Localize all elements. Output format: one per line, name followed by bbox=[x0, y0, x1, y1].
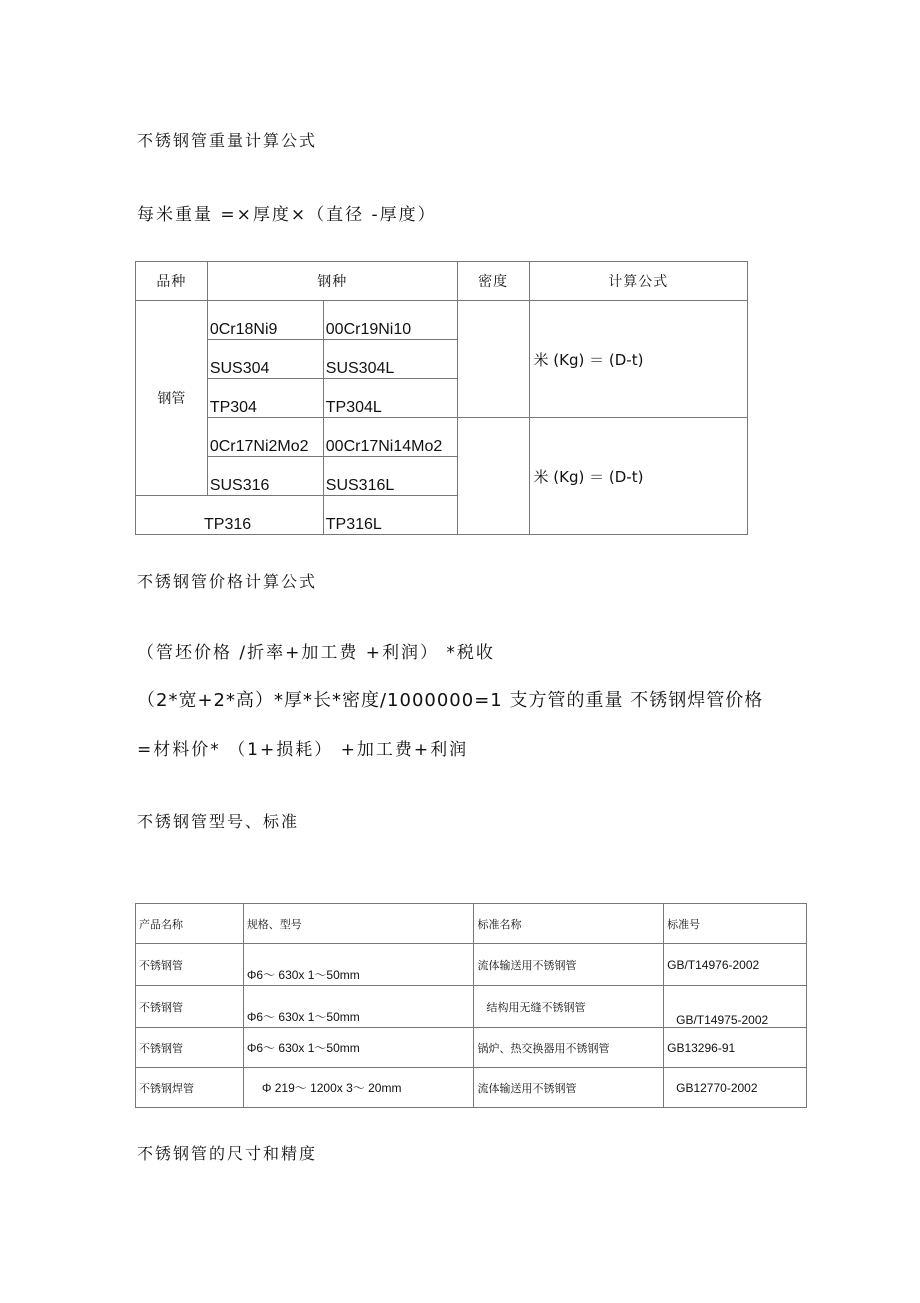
standard-no-cell: GB13296-91 bbox=[664, 1028, 807, 1068]
grade-cell: TP304 bbox=[207, 379, 323, 418]
header-formula: 计算公式 bbox=[529, 262, 747, 301]
grade-cell: 00Cr17Ni14Mo2 bbox=[323, 418, 457, 457]
grade-cell: TP304L bbox=[323, 379, 457, 418]
table-row bbox=[136, 1068, 807, 1108]
density-cell bbox=[457, 301, 529, 418]
formula-cell: 米 (Kg) ＝ (D-t) bbox=[529, 418, 747, 535]
product-name-cell: 不锈钢管 bbox=[136, 944, 244, 986]
density-cell bbox=[457, 418, 529, 535]
price-formula-line-3: =材料价* （1+损耗） +加工费+利润 bbox=[137, 740, 469, 760]
table-row bbox=[136, 418, 748, 457]
product-name-cell: 不锈钢焊管 bbox=[136, 1068, 244, 1108]
price-formula-line-1: （管坯价格 /折率+加工费 +利润） *税收 bbox=[137, 643, 495, 663]
weight-per-meter-formula: 每米重量 =×厚度×（直径 -厚度） bbox=[137, 205, 437, 225]
grade-cell: 00Cr19Ni10 bbox=[323, 301, 457, 340]
price-formula-title: 不锈钢管价格计算公式 bbox=[137, 572, 318, 591]
weight-table bbox=[135, 261, 748, 535]
grade-cell: 0Cr18Ni9 bbox=[207, 301, 323, 340]
standard-name-cell: 锅炉、热交换器用不锈钢管 bbox=[474, 1028, 664, 1068]
standard-name-cell: 结构用无缝不锈钢管 bbox=[474, 986, 664, 1028]
standard-no-cell: GB/T14976-2002 bbox=[664, 944, 807, 986]
header-steel-grade: 钢种 bbox=[207, 262, 457, 301]
standard-name-cell: 流体输送用不锈钢管 bbox=[474, 944, 664, 986]
table-row bbox=[136, 301, 748, 340]
product-name-cell: 不锈钢管 bbox=[136, 1028, 244, 1068]
grade-cell: 0Cr17Ni2Mo2 bbox=[207, 418, 323, 457]
grade-cell: SUS316 bbox=[207, 457, 323, 496]
standard-name-cell: 流体输送用不锈钢管 bbox=[474, 1068, 664, 1108]
weight-table-header-row bbox=[136, 262, 748, 301]
grade-cell: SUS304 bbox=[207, 340, 323, 379]
formula-cell: 米 (Kg) ＝ (D-t) bbox=[529, 301, 747, 418]
grade-cell: SUS316L bbox=[323, 457, 457, 496]
header-standard-name: 标准名称 bbox=[474, 904, 664, 944]
weight-formula-title: 不锈钢管重量计算公式 bbox=[137, 131, 318, 150]
spec-cell: Φ6～ 630x 1～50mm bbox=[243, 944, 474, 986]
price-formula-line-2: （2*宽+2*高）*厚*长*密度/1000000=1 支方管的重量 不锈钢焊管价格 bbox=[137, 690, 764, 711]
table-row bbox=[136, 944, 807, 986]
variety-cell: 钢管 bbox=[136, 301, 208, 496]
grade-cell: TP316L bbox=[323, 496, 457, 535]
spec-cell: Φ 219～ 1200x 3～ 20mm bbox=[243, 1068, 474, 1108]
standard-table bbox=[135, 903, 807, 1108]
spec-cell: Φ6～ 630x 1～50mm bbox=[243, 1028, 474, 1068]
header-density: 密度 bbox=[457, 262, 529, 301]
size-precision-title: 不锈钢管的尺寸和精度 bbox=[137, 1144, 318, 1163]
grade-cell: SUS304L bbox=[323, 340, 457, 379]
product-name-cell: 不锈钢管 bbox=[136, 986, 244, 1028]
model-standard-title: 不锈钢管型号、标准 bbox=[137, 812, 300, 831]
standard-table-header-row bbox=[136, 904, 807, 944]
grade-cell: TP316 bbox=[136, 496, 324, 535]
header-spec: 规格、型号 bbox=[243, 904, 474, 944]
header-standard-no: 标准号 bbox=[664, 904, 807, 944]
header-product-name: 产品名称 bbox=[136, 904, 244, 944]
standard-no-cell: GB/T14975-2002 bbox=[664, 986, 807, 1028]
standard-no-cell: GB12770-2002 bbox=[664, 1068, 807, 1108]
table-row bbox=[136, 1028, 807, 1068]
spec-cell: Φ6～ 630x 1～50mm bbox=[243, 986, 474, 1028]
header-variety: 品种 bbox=[136, 262, 208, 301]
table-row bbox=[136, 986, 807, 1028]
